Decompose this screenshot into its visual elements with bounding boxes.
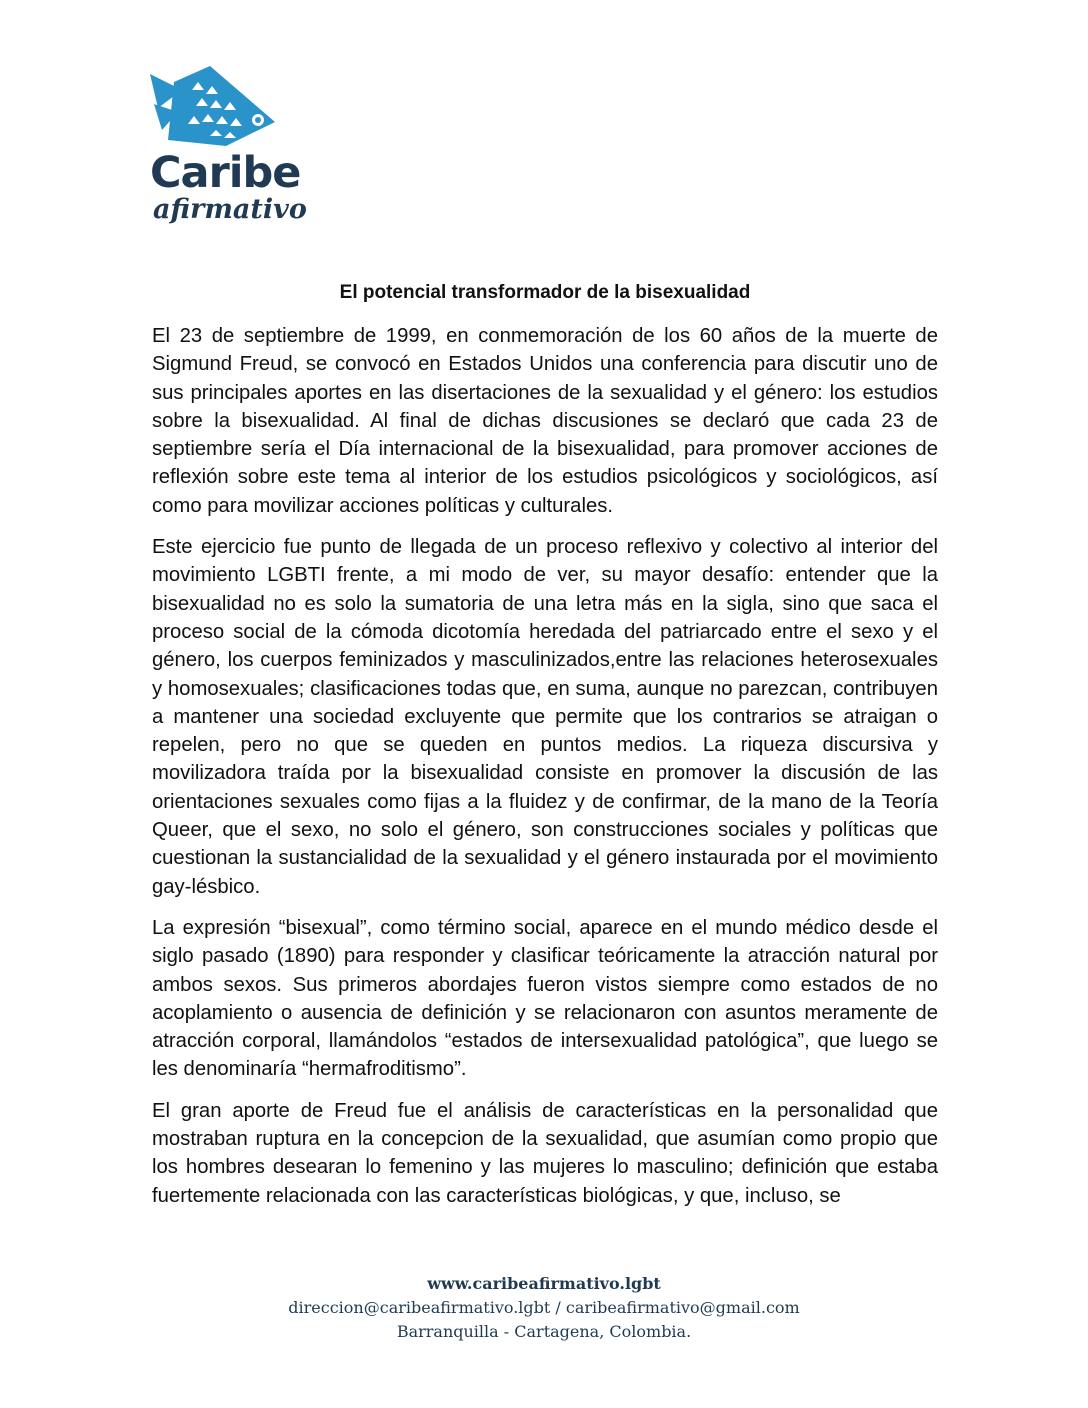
page-footer [140,1272,948,1344]
footer-emails[interactable]: direccion@caribeafirmativo.lgbt / caribeafirmativo@gmail.com [288,1298,800,1317]
article-title: El potencial transformador de la bisexualidad [339,282,751,303]
footer-website-link[interactable]: www.caribeafirmativo.lgbt [427,1274,661,1293]
caribe-afirmativo-logo [140,58,310,238]
paragraph-1: El 23 de septiembre de 1999, en conmemoración de los 60 años de la muerte de Sigmund Freud, se convocó en Estados Unidos una conferencia para discutir uno de sus principales aportes en las disertaciones de la sexualidad y el género: los estudios sobre la bisexualidad. Al final de dichas discusiones se declaró que cada 23 de septiembre sería el Día internacional de la bisexualidad, para promover acciones de reflexión sobre este tema al interior de los estudios psicológicos y sociológicos, así como para movilizar acciones políticas y culturales. [152,325,938,517]
fish-icon [148,60,278,150]
logo-brand-line1: Caribe [150,148,301,198]
paragraph-3: La expresión “bisexual”, como término social, aparece en el mundo médico desde el siglo pasado (1890) para responder y clasificar teóricamente la atracción natural por ambos sexos. Sus primeros abordajes fueron vistos siempre como estados de no acoplamiento o ausencia de definición y se relacionaron con asuntos meramente de atracción corporal, llamándolos “estados de intersexualidad patológica”, que luego se les denominaría “hermafroditismo”. [152,916,938,1081]
article-body [152,322,938,1223]
paragraph-4: El gran aporte de Freud fue el análisis de características en la personalidad que mostraban ruptura en la concepcion de la sexualidad, que asumían como propio que los hombres desearan lo femenino y las mujeres lo masculino; definición que estaba fuertemente relacionada con las características biológicas, y que, incluso, se [152,1099,938,1207]
footer-location: Barranquilla - Cartagena, Colombia. [396,1322,692,1341]
logo-brand-line2: afirmativo [153,194,307,225]
paragraph-2: Este ejercicio fue punto de llegada de un proceso reflexivo y colectivo al interior del movimiento LGBTI frente, a mi modo de ver, su mayor desafío: entender que la bisexualidad no es solo la sumatoria de una letra más en la sigla, sino que saca el proceso social de la cómoda dicotomía heredada del patriarcado entre el sexo y el género, los cuerpos feminizados y masculinizados,entre las relaciones heterosexuales y homosexuales; clasificaciones todas que, en suma, aunque no parezcan, contribuyen a mantener una sociedad excluyente que permite que los contrarios se atraigan o repelen, pero no que se queden en puntos medios. La riqueza discursiva y movilizadora traída por la bisexualidad consiste en promover la discusión de las orientaciones sexuales como fijas a la fluidez y de confirmar, de la mano de la Teoría Queer, que el sexo, no solo el género, son construcciones sociales y políticas que cuestionan la sustancialidad de la sexualidad y el género instaurada por el movimiento gay-lésbico. [152,536,938,898]
